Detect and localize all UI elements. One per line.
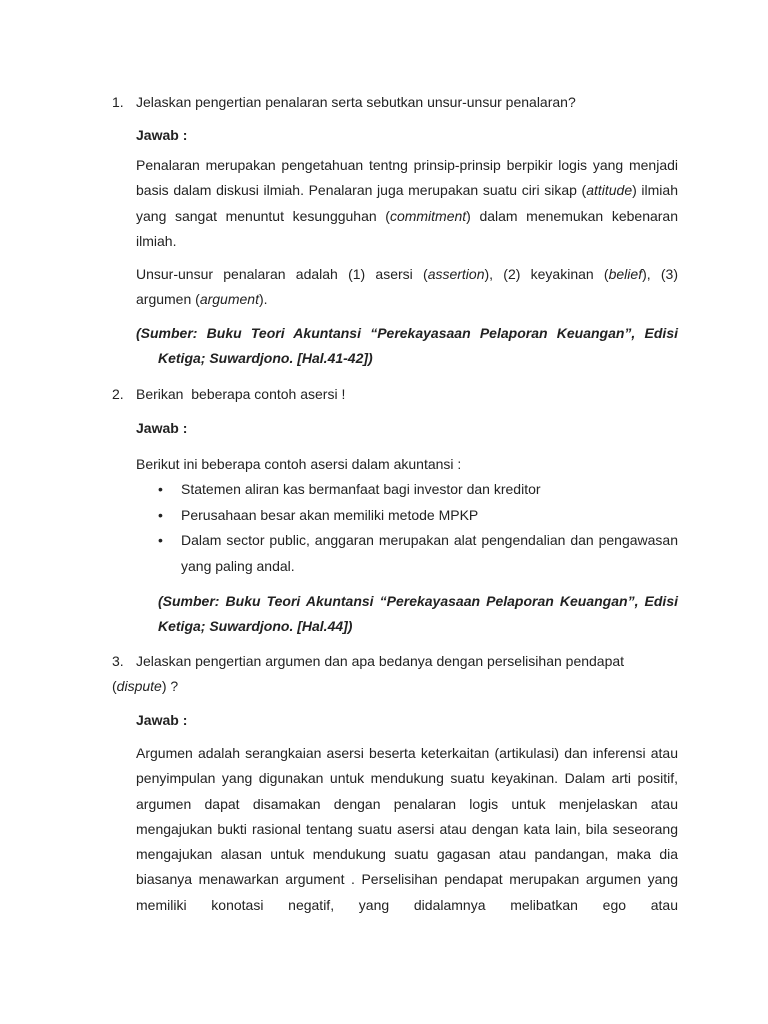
- citation-line: (Sumber: Buku Teori Akuntansi “Perekayasaan Pelaporan Keuangan”, Edisi: [136, 325, 678, 341]
- paragraph-text: ) dalam menemukan kebenaran ilmiah.: [136, 207, 678, 249]
- question-number: 2.: [112, 386, 124, 402]
- italic-term: dispute: [116, 678, 162, 694]
- citation-line: Ketiga; Suwardjono. [Hal.41-42]): [158, 350, 373, 366]
- source-citation: [136, 321, 678, 371]
- italic-term: attitude: [586, 182, 633, 199]
- question-text-part: Jelaskan pengertian argumen dan apa bedanya dengan perselisihan pendapat (: [112, 653, 625, 694]
- bullet-icon: •: [158, 532, 163, 548]
- list-item-text: Perusahaan besar akan memiliki metode MPKP: [181, 506, 479, 523]
- italic-term: belief: [608, 266, 643, 282]
- question-2: [112, 382, 682, 407]
- paragraph-text: ), (3) argumen (: [136, 266, 678, 308]
- citation-line: (Sumber: Buku Teori Akuntansi “Perekayasaan Pelaporan Keuangan”, Edisi: [158, 593, 678, 609]
- paragraph-text: Unsur-unsur penalaran adalah (1) asersi (: [136, 266, 428, 282]
- question-text: Jelaskan pengertian penalaran serta sebutkan unsur-unsur penalaran?: [136, 94, 576, 110]
- list-item: [136, 528, 678, 579]
- example-list: [136, 477, 678, 579]
- bullet-icon: •: [158, 506, 163, 523]
- list-item: [136, 477, 678, 503]
- question-1: [112, 90, 682, 115]
- answer-intro: Berikut ini beberapa contoh asersi dalam akuntansi :: [136, 456, 462, 472]
- answer-label: Jawab :: [136, 420, 188, 436]
- question-3: [112, 649, 682, 699]
- answer-label: Jawab :: [136, 127, 188, 143]
- italic-term: commitment: [389, 207, 467, 224]
- paragraph-text: Penalaran merupakan pengetahuan tentng prinsip-prinsip berpikir logis yang menjadi basis dalam diskusi ilmiah. Penalaran juga merupakan suatu ciri sikap (: [136, 157, 678, 199]
- paragraph-text: ).: [258, 291, 268, 308]
- question-number: 3.: [112, 653, 124, 669]
- question-text: [112, 653, 624, 694]
- answer-paragraph: [136, 153, 678, 254]
- paragraph-text: ) ilmiah yang sangat menuntut kesungguhan (: [136, 182, 678, 224]
- question-text: Berikan beberapa contoh asersi !: [136, 386, 346, 402]
- italic-term: argument: [199, 291, 259, 308]
- question-text-part: ) ?: [161, 678, 179, 694]
- bullet-icon: •: [158, 481, 163, 497]
- answer-paragraph: Argumen adalah serangkaian asersi beserta keterkaitan (artikulasi) dan inferensi atau penyimpulan yang digunakan untuk mendukung suatu keyakinan. Dalam arti positif, argumen dapat disamakan dengan penalaran logis untuk menjelaskan atau mengajukan bukti rasional tentang suatu asersi atau dengan kata lain, bila seseorang mengajukan alasan untuk mendukung suatu gagasan atau pandangan, maka dia biasanya menawarkan argument . Perselisihan pendapat merupakan argumen yang memiliki konotasi negatif, yang didalamnya melibatkan ego atau: [136, 745, 678, 913]
- citation-line: Ketiga; Suwardjono. [Hal.44]): [158, 618, 353, 634]
- source-citation: [158, 589, 678, 639]
- italic-term: assertion: [427, 266, 485, 282]
- list-item-text: Dalam sector public, anggaran merupakan alat pengendalian dan pengawasan yang paling andal.: [181, 532, 678, 574]
- paragraph-text: ), (2) keyakinan (: [484, 266, 609, 282]
- answer-label: Jawab :: [136, 712, 188, 728]
- question-number: 1.: [112, 94, 124, 110]
- answer-paragraph: [136, 262, 678, 313]
- list-item: [136, 503, 678, 529]
- list-item-text: Statemen aliran kas bermanfaat bagi investor dan kreditor: [181, 481, 541, 497]
